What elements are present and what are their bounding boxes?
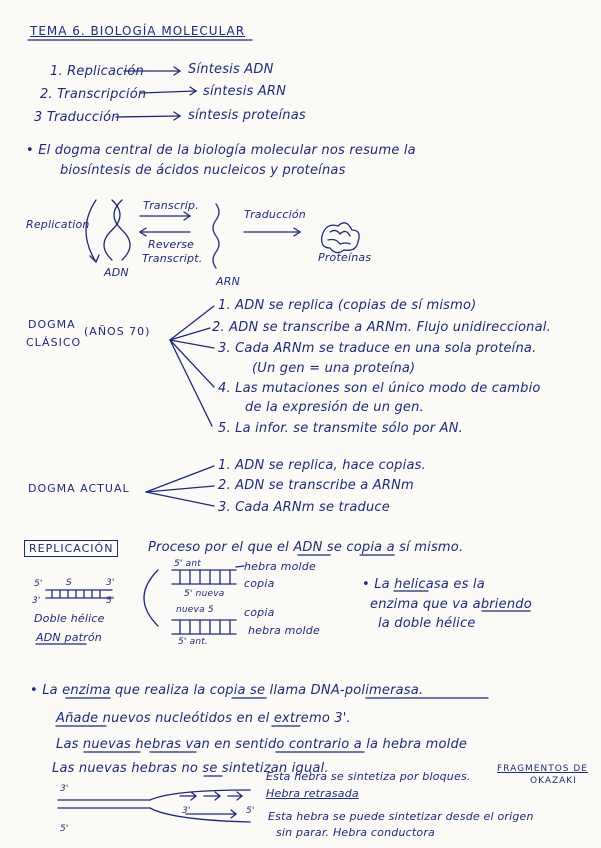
dogma-clasico-label-1: DOGMA bbox=[28, 318, 76, 331]
double-helix-block bbox=[36, 590, 112, 644]
dogma-actual-branches bbox=[146, 466, 214, 506]
helix-s-label: S bbox=[66, 578, 72, 588]
helicasa-line1: • La helicasa es la bbox=[362, 577, 485, 592]
dogma-clasico-item-1: 1. ADN se replica (copias de sí mismo) bbox=[218, 298, 477, 313]
fork-3b: 3' bbox=[182, 806, 191, 816]
dogma-actual-label: DOGMA ACTUAL bbox=[28, 482, 130, 495]
traduccion-label: Traducción bbox=[244, 208, 306, 221]
transcrip-label: Transcrip. bbox=[143, 199, 199, 212]
hebra-molde-2: hebra molde bbox=[248, 624, 320, 637]
intro-item-1: 1. Replicación bbox=[50, 64, 144, 79]
replication-label: Replication bbox=[26, 218, 90, 231]
intro-arrows bbox=[116, 67, 196, 120]
conductora-line1: Esta hebra se puede sintetizar desde el origen bbox=[268, 810, 534, 823]
dogma-clasico-item-2: 2. ADN se transcribe a ARNm. Flujo unidireccional. bbox=[212, 320, 551, 335]
dogma-actual-item-2: 2. ADN se transcribe a ARNm bbox=[218, 478, 414, 493]
polimerasa-line3: Las nuevas hebras van en sentido contrario a la hebra molde bbox=[56, 737, 468, 752]
doble-helice-label: Doble hélice bbox=[34, 612, 105, 625]
dogma-clasico-years: (AÑOS 70) bbox=[84, 325, 151, 338]
dogma-actual-item-3: 3. Cada ARNm se traduce bbox=[218, 500, 390, 515]
okazaki-line1: FRAGMENTOS DE bbox=[497, 764, 588, 774]
intro-item-1-result: Síntesis ADN bbox=[188, 62, 274, 77]
dogma-intro-line1: • El dogma central de la biología molecular nos resume la bbox=[26, 143, 416, 158]
top-5nueva-label: 5' nueva bbox=[184, 589, 225, 599]
copies-bracket bbox=[144, 570, 158, 626]
helix-left-5: 5' bbox=[34, 579, 43, 589]
dogma-clasico-branches bbox=[170, 306, 214, 426]
retrasada-line1: Esta hebra se sintetiza por bloques. bbox=[266, 770, 471, 783]
copy-strands-top bbox=[172, 566, 244, 584]
intro-item-3-result: síntesis proteínas bbox=[188, 108, 306, 123]
dogma-clasico-item-3b: (Un gen = una proteína) bbox=[252, 361, 416, 376]
helix-right-5: 5' bbox=[106, 596, 115, 606]
arn-label: ARN bbox=[216, 275, 240, 288]
copia-2: copia bbox=[244, 606, 275, 619]
helicasa-line3: la doble hélice bbox=[378, 616, 476, 631]
arn-strand bbox=[213, 204, 219, 268]
helix-right-3: 3' bbox=[106, 578, 115, 588]
intro-item-2: 2. Transcripción bbox=[40, 87, 147, 102]
proteinas-label: Proteínas bbox=[318, 251, 372, 264]
helix-left-3: 3' bbox=[32, 596, 41, 606]
reverse-label: Reverse bbox=[148, 238, 195, 251]
protein-blob bbox=[322, 223, 359, 253]
adn-label: ADN bbox=[104, 266, 129, 279]
fork-3a: 3' bbox=[60, 784, 69, 794]
page-title: TEMA 6. BIOLOGÍA MOLECULAR bbox=[30, 24, 246, 38]
dogma-actual-item-1: 1. ADN se replica, hace copias. bbox=[218, 458, 426, 473]
polimerasa-line2: Añade nuevos nucleótidos en el extremo 3'. bbox=[56, 711, 351, 726]
reverse-transcript-label: Transcript. bbox=[142, 252, 203, 265]
helicasa-line2: enzima que va abriendo bbox=[370, 597, 532, 612]
intro-item-3: 3 Traducción bbox=[34, 110, 120, 125]
dogma-clasico-label-2: CLÁSICO bbox=[26, 336, 82, 349]
s5ant-label: 5' ant. bbox=[178, 637, 209, 647]
dogma-clasico-item-4: 4. Las mutaciones son el único modo de cambio bbox=[218, 381, 541, 396]
adn-patron-label: ADN patrón bbox=[36, 631, 102, 644]
polimerasa-line4: Las nuevas hebras no se sintetizan igual. bbox=[52, 761, 329, 776]
replication-fork bbox=[58, 790, 250, 822]
fork-5b: 5' bbox=[246, 806, 255, 816]
polimerasa-line1: • La enzima que realiza la copia se llama DNA-polimerasa. bbox=[30, 683, 424, 698]
replicacion-heading: REPLICACIÓN bbox=[24, 540, 118, 557]
central-dogma-diagram bbox=[86, 200, 359, 268]
dogma-intro-line2: biosíntesis de ácidos nucleicos y proteínas bbox=[60, 163, 346, 178]
nueva-5-label: nueva 5 bbox=[176, 605, 214, 615]
top-5ant-label: 5' ant bbox=[174, 559, 202, 569]
conductora-line2: sin parar. Hebra conductora bbox=[276, 826, 435, 839]
dogma-clasico-item-5: 5. La infor. se transmite sólo por AN. bbox=[218, 421, 463, 436]
replicacion-definition: Proceso por el que el ADN se copia a sí mismo. bbox=[148, 540, 464, 555]
dogma-clasico-item-3: 3. Cada ARNm se traduce en una sola proteína. bbox=[218, 341, 537, 356]
hebra-retrasada-label: Hebra retrasada bbox=[266, 787, 359, 800]
okazaki-line2: OKAZAKI bbox=[530, 776, 577, 786]
copy-strands-bottom bbox=[172, 620, 236, 634]
fork-5a: 5' bbox=[60, 824, 69, 834]
dogma-clasico-item-4b: de la expresión de un gen. bbox=[245, 400, 424, 415]
hebra-molde-1: hebra molde bbox=[244, 560, 316, 573]
intro-item-2-result: síntesis ARN bbox=[203, 84, 287, 99]
replication-arc bbox=[86, 200, 96, 262]
copia-1: copia bbox=[244, 577, 275, 590]
